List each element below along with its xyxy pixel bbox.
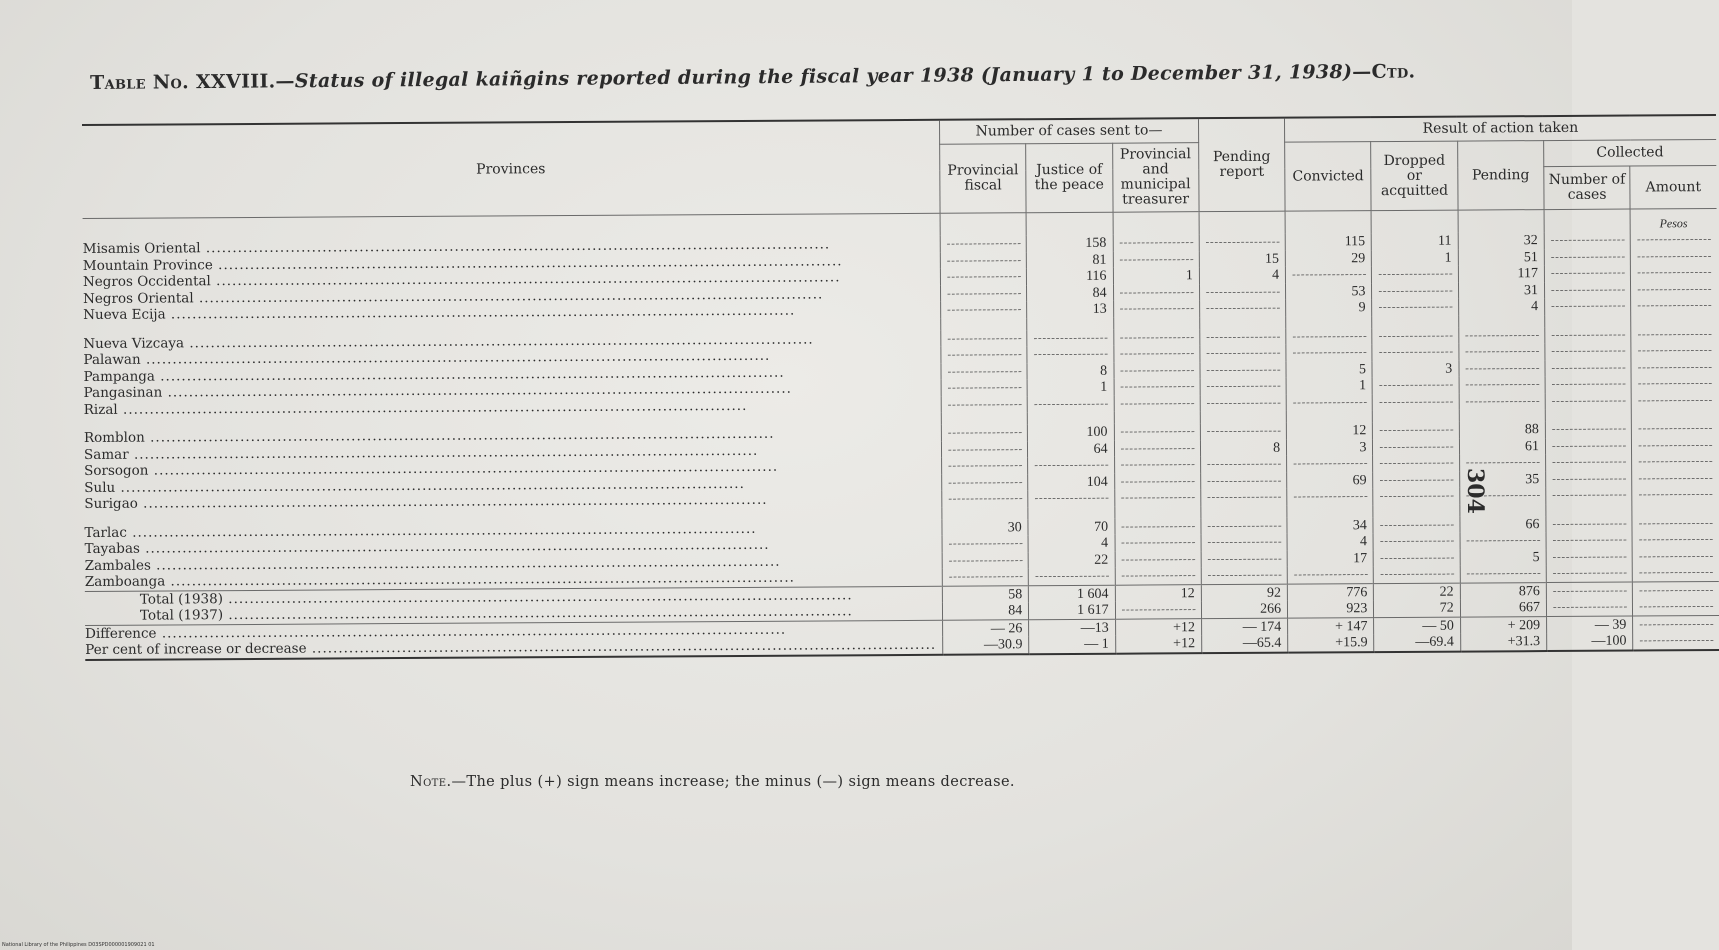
cell-amt: [1632, 470, 1718, 487]
cell-drop: 72: [1374, 600, 1460, 618]
cell-drop: [1372, 266, 1458, 283]
cell-pend: [1460, 532, 1546, 549]
cell-num: — 39: [1547, 616, 1633, 634]
cell-justice: 13: [1027, 301, 1113, 318]
cell-amt: [1631, 264, 1717, 281]
cell-amt: [1630, 231, 1716, 248]
cell-num: [1544, 265, 1630, 282]
row-label: Zamboanga .....: [85, 570, 795, 590]
cell-justice: 70: [1028, 518, 1114, 535]
cell-amt: [1633, 615, 1719, 633]
cell-justice: — 1: [1029, 636, 1115, 654]
cell-num: —100: [1547, 633, 1633, 651]
table-title-tail: —Ctd.: [1352, 60, 1416, 83]
cell-num: [1545, 326, 1631, 343]
header-provinces: Provinces: [82, 120, 940, 219]
cell-treas: [1114, 362, 1200, 379]
cell-num: [1546, 548, 1632, 565]
cell-justice: [1027, 329, 1113, 346]
table-title-lead: Table No. XXVIII.—: [90, 70, 295, 94]
cell-num: [1546, 532, 1632, 549]
row-label: Sulu .....: [84, 475, 745, 495]
cell-prep: [1200, 456, 1286, 473]
cell-treas: [1114, 473, 1200, 490]
cell-justice: [1029, 568, 1115, 586]
cell-conv: 34: [1287, 517, 1373, 534]
cell-conv: +15.9: [1288, 634, 1374, 652]
cell-prep: [1199, 234, 1285, 251]
cell-amt: [1631, 326, 1717, 343]
cell-fiscal: [942, 490, 1028, 507]
cell-prep: 4: [1199, 267, 1285, 284]
cell-treas: [1113, 329, 1199, 346]
table-title-description: Status of illegal kaiñgins reported during the fiscal year 1938 (January 1 to December 31, 1938): [294, 60, 1353, 93]
row-label: Pampanga .....: [83, 364, 784, 384]
cell-drop: [1373, 455, 1459, 472]
cell-num: [1544, 281, 1630, 298]
cell-conv: [1287, 455, 1373, 472]
cell-prep: [1199, 300, 1285, 317]
note-lead: Note.: [410, 774, 452, 790]
cell-conv: 923: [1288, 600, 1374, 618]
row-label: Difference .....: [85, 621, 786, 641]
cell-fiscal: [940, 268, 1026, 285]
cell-fiscal: [942, 552, 1028, 569]
cell-prep: 266: [1201, 601, 1287, 619]
cell-pend: [1460, 565, 1546, 583]
header-result: Result of action taken: [1285, 115, 1716, 142]
cell-pend: +31.3: [1460, 633, 1546, 651]
cell-amt: [1632, 437, 1718, 454]
cell-fiscal: —30.9: [943, 636, 1029, 654]
cell-amt: [1631, 297, 1717, 314]
cell-pend: [1459, 376, 1545, 393]
header-provincial-fiscal: Provincial fiscal: [940, 144, 1027, 214]
cell-pend: 61: [1459, 438, 1545, 455]
cell-conv: 53: [1286, 283, 1372, 300]
cell-treas: [1115, 567, 1201, 585]
cell-drop: [1373, 438, 1459, 455]
row-label: Negros Oriental .....: [83, 286, 823, 307]
cell-prep: [1201, 472, 1287, 489]
row-label: Misamis Oriental .....: [83, 236, 831, 257]
cell-justice: 104: [1028, 473, 1114, 490]
cell-pend: 32: [1458, 232, 1544, 249]
cell-fiscal: [942, 568, 1028, 586]
cell-prep: [1200, 394, 1286, 411]
row-label: Per cent of increase or decrease .....: [85, 637, 936, 658]
cell-conv: 776: [1287, 583, 1373, 601]
cell-fiscal: [940, 235, 1026, 252]
cell-num: [1546, 599, 1632, 617]
cell-fiscal: [941, 424, 1027, 441]
cell-amt: [1631, 342, 1717, 359]
cell-conv: 69: [1287, 472, 1373, 489]
cell-justice: 64: [1028, 440, 1114, 457]
cell-amt: [1633, 632, 1719, 650]
cell-num: [1545, 437, 1631, 454]
cell-fiscal: — 26: [943, 619, 1029, 637]
cell-conv: 4: [1287, 533, 1373, 550]
cell-drop: — 50: [1374, 617, 1460, 635]
cell-conv: 1: [1286, 377, 1372, 394]
row-label: Zambales .....: [85, 553, 781, 573]
cell-conv: 5: [1286, 361, 1372, 378]
cell-drop: [1373, 471, 1459, 488]
cell-prep: [1201, 517, 1287, 534]
cell-fiscal: 58: [942, 585, 1028, 603]
cell-pend: [1459, 360, 1545, 377]
cell-justice: 22: [1028, 551, 1114, 568]
cell-drop: 22: [1374, 583, 1460, 601]
row-label: Samar .....: [84, 442, 758, 462]
cell-justice: 1 617: [1029, 602, 1115, 620]
cell-pend: 51: [1458, 249, 1544, 266]
cell-justice: 1 604: [1029, 585, 1115, 603]
cell-conv: 17: [1287, 550, 1373, 567]
cell-prep: [1200, 345, 1286, 362]
cell-prep: 8: [1200, 439, 1286, 456]
row-label: Pangasinan .....: [84, 381, 792, 401]
cell-treas: [1114, 395, 1200, 412]
cell-amt: [1631, 359, 1717, 376]
cell-pend: [1459, 393, 1545, 410]
cell-drop: [1373, 533, 1459, 550]
cell-fiscal: [941, 346, 1027, 363]
cell-num: [1545, 376, 1631, 393]
cell-treas: [1114, 440, 1200, 457]
cell-justice: —13: [1029, 619, 1115, 637]
cell-fiscal: [940, 252, 1026, 269]
cell-pend: 117: [1458, 265, 1544, 282]
archive-footer: National Library of the Philippines D03SPD000001909021 01: [2, 942, 155, 948]
cell-drop: [1373, 393, 1459, 410]
cell-justice: 81: [1027, 251, 1113, 268]
cell-prep: [1200, 423, 1286, 440]
cell-pend: 31: [1458, 282, 1544, 299]
cell-treas: [1113, 345, 1199, 362]
cell-amt: [1631, 375, 1717, 392]
header-dropped: Dropped or acquitted: [1371, 141, 1458, 211]
cell-amt: [1632, 453, 1718, 470]
cell-fiscal: [941, 285, 1027, 302]
row-label: Sorsogon .....: [84, 459, 778, 479]
cell-fiscal: [942, 535, 1028, 552]
cell-pend: 35: [1459, 471, 1545, 488]
cell-conv: 29: [1285, 250, 1371, 267]
row-label: Romblon .....: [84, 426, 775, 446]
note-text: —The plus (+) sign means increase; the minus (—) sign means decrease.: [451, 774, 1015, 790]
cell-num: [1545, 298, 1631, 315]
cell-num: [1545, 359, 1631, 376]
cell-treas: [1114, 378, 1200, 395]
cell-amt: [1631, 248, 1717, 265]
cell-treas: [1114, 489, 1200, 506]
cell-conv: [1286, 328, 1372, 345]
cell-prep: [1201, 534, 1287, 551]
cell-num: [1546, 487, 1632, 504]
cell-pend: 4: [1458, 298, 1544, 315]
cell-fiscal: [942, 474, 1028, 491]
cell-justice: [1028, 457, 1114, 474]
row-label: Mountain Province .....: [83, 253, 843, 274]
cell-justice: [1028, 490, 1114, 507]
row-label: Tarlac .....: [84, 520, 756, 540]
cell-conv: [1286, 266, 1372, 283]
cell-treas: +12: [1115, 635, 1201, 653]
cell-treas: [1113, 234, 1199, 251]
cell-treas: [1115, 551, 1201, 568]
cell-num: [1544, 232, 1630, 249]
cell-prep: [1200, 328, 1286, 345]
cell-drop: [1373, 422, 1459, 439]
table-body: [83, 209, 1719, 660]
cell-prep: [1200, 361, 1286, 378]
cell-justice: 1: [1027, 379, 1113, 396]
cell-drop: [1372, 327, 1458, 344]
row-label: Negros Occidental .....: [83, 269, 841, 290]
cell-num: [1544, 248, 1630, 265]
row-label: Tayabas .....: [85, 537, 770, 557]
cell-num: [1546, 565, 1632, 583]
cell-treas: [1114, 456, 1200, 473]
header-number-of-cases: Number of cases: [1544, 166, 1631, 209]
cell-justice: 4: [1028, 535, 1114, 552]
cell-drop: [1372, 299, 1458, 316]
cell-amt: [1632, 486, 1718, 503]
table-note: [410, 774, 1015, 790]
cell-prep: [1201, 550, 1287, 567]
cell-fiscal: [941, 301, 1027, 318]
cell-treas: [1113, 300, 1199, 317]
cell-pend: 66: [1460, 516, 1546, 533]
cell-justice: [1027, 346, 1113, 363]
cell-treas: [1115, 534, 1201, 551]
cell-conv: [1286, 344, 1372, 361]
cell-prep: — 174: [1201, 618, 1287, 636]
cell-drop: 3: [1372, 360, 1458, 377]
cell-num: [1546, 454, 1632, 471]
row-label: Total (1937) .....: [140, 603, 853, 623]
cell-prep: —65.4: [1202, 635, 1288, 653]
cell-pend: 667: [1460, 599, 1546, 617]
cell-treas: [1115, 601, 1201, 619]
cell-fiscal: [941, 330, 1027, 347]
cell-fiscal: [941, 363, 1027, 380]
cell-drop: 11: [1372, 233, 1458, 250]
row-label: Surigao .....: [84, 492, 767, 512]
cell-conv: 12: [1286, 422, 1372, 439]
cell-amt: [1633, 581, 1719, 599]
header-convicted: Convicted: [1285, 142, 1372, 212]
cell-conv: 9: [1286, 299, 1372, 316]
cell-fiscal: [942, 457, 1028, 474]
cell-drop: [1372, 377, 1458, 394]
header-pending: Pending: [1457, 141, 1544, 211]
cell-fiscal: 84: [942, 602, 1028, 620]
row-label: Total (1938) .....: [140, 587, 853, 607]
cell-treas: 1: [1113, 267, 1199, 284]
cell-pend: 88: [1459, 421, 1545, 438]
cell-conv: [1287, 566, 1373, 584]
header-pending-report: Pending report: [1198, 118, 1285, 212]
header-justice-of-peace: Justice of the peace: [1026, 143, 1113, 213]
page-number: 304: [1462, 468, 1488, 514]
cell-amt: [1632, 531, 1718, 548]
cell-pend: [1458, 327, 1544, 344]
cell-num: [1545, 343, 1631, 360]
cell-conv: [1287, 488, 1373, 505]
header-cases-sent: Number of cases sent to—: [940, 118, 1199, 144]
cell-prep: 15: [1199, 250, 1285, 267]
cell-amt: [1632, 564, 1718, 582]
cell-justice: 8: [1027, 362, 1113, 379]
cell-treas: [1113, 284, 1199, 301]
row-label: Rizal .....: [84, 397, 748, 417]
cell-amt: [1631, 281, 1717, 298]
cell-pend: + 209: [1460, 616, 1546, 634]
cell-justice: 100: [1028, 424, 1114, 441]
cell-num: [1546, 515, 1632, 532]
cell-drop: [1374, 566, 1460, 584]
cell-treas: [1115, 518, 1201, 535]
cell-fiscal: 30: [942, 519, 1028, 536]
cell-treas: +12: [1115, 618, 1201, 636]
row-label: Nueva Ecija .....: [83, 303, 795, 323]
cell-drop: [1373, 516, 1459, 533]
cell-pend: 876: [1460, 582, 1546, 600]
header-amount: Amount: [1630, 166, 1716, 209]
cell-treas: [1113, 251, 1199, 268]
cell-justice: [1027, 395, 1113, 412]
row-label: Palawan .....: [83, 348, 770, 368]
cell-pend: [1459, 343, 1545, 360]
cell-drop: [1373, 488, 1459, 505]
cell-treas: 12: [1115, 584, 1201, 602]
cell-num: [1546, 582, 1632, 600]
cell-fiscal: [941, 396, 1027, 413]
cell-drop: [1372, 282, 1458, 299]
cell-drop: 1: [1372, 249, 1458, 266]
cell-amt: [1632, 515, 1718, 532]
cell-conv: + 147: [1288, 617, 1374, 635]
cell-pend: 5: [1460, 549, 1546, 566]
cell-justice: 116: [1027, 268, 1113, 285]
cell-prep: [1199, 283, 1285, 300]
cell-drop: [1374, 549, 1460, 566]
pesos-unit-label: Pesos: [1659, 215, 1688, 230]
cell-justice: 158: [1026, 235, 1112, 252]
cell-num: [1546, 470, 1632, 487]
cell-amt: [1631, 392, 1717, 409]
cell-prep: [1201, 567, 1287, 585]
cell-justice: 84: [1027, 284, 1113, 301]
cell-prep: 92: [1201, 584, 1287, 602]
cell-prep: [1201, 489, 1287, 506]
cell-num: [1545, 392, 1631, 409]
cell-amt: [1632, 548, 1718, 565]
cell-drop: —69.4: [1374, 634, 1460, 652]
cell-conv: 115: [1285, 233, 1371, 250]
header-collected: Collected: [1544, 140, 1716, 167]
cell-prep: [1200, 378, 1286, 395]
cell-amt: [1632, 420, 1718, 437]
cell-fiscal: [941, 379, 1027, 396]
kaingin-status-table: [82, 114, 1719, 660]
cell-amt: [1633, 598, 1719, 616]
cell-drop: [1372, 344, 1458, 361]
cell-num: [1545, 421, 1631, 438]
header-treasurer: Provincial and municipal treasurer: [1112, 143, 1199, 213]
cell-treas: [1114, 423, 1200, 440]
cell-fiscal: [941, 441, 1027, 458]
cell-conv: 3: [1287, 439, 1373, 456]
row-label: Nueva Vizcaya .....: [83, 331, 813, 351]
cell-conv: [1286, 394, 1372, 411]
